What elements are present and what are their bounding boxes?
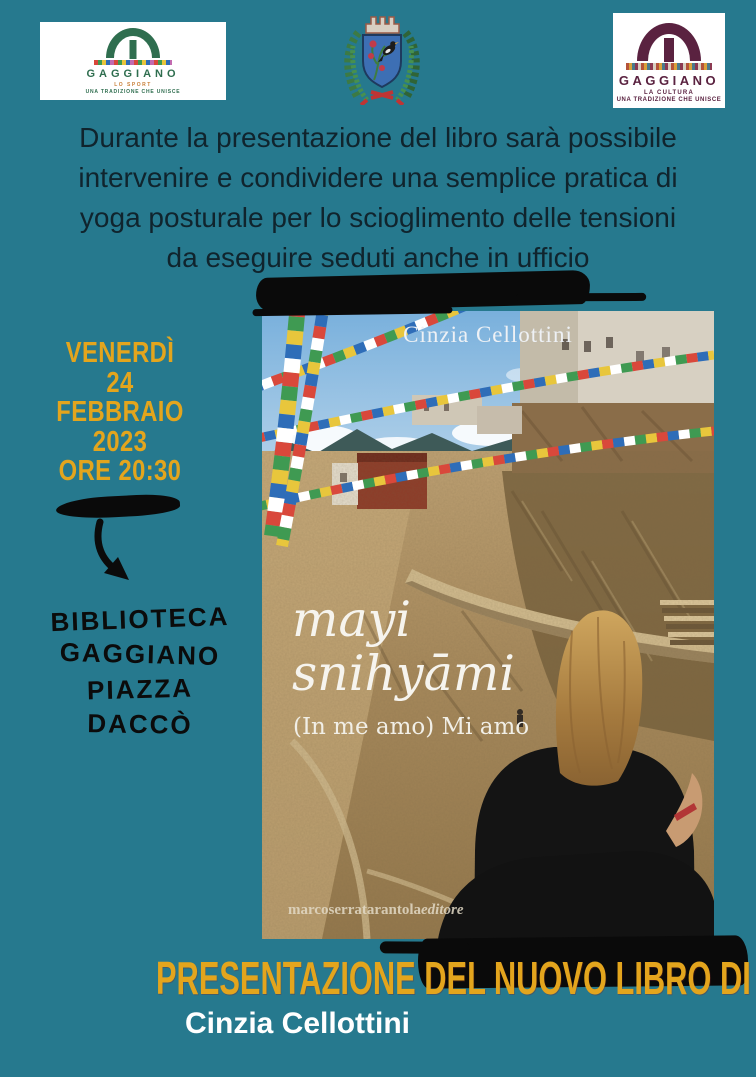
event-date-block [45,339,196,487]
location-line: PIAZZA [86,672,194,706]
event-day: 24 [106,366,134,399]
event-time: ORE 20:30 [58,455,182,487]
footer-heading: PRESENTAZIONE DEL NUOVO LIBRO DI [156,952,751,1004]
book-publisher: marcoserratarantolaeditore [288,902,464,918]
location-line: BIBLIOTECA [50,600,230,638]
gaggiano-sport-logo [40,22,226,100]
location-line: DACCÒ [87,708,193,740]
coat-of-arms-icon [337,8,427,105]
gaggiano-culture-logo [613,13,725,108]
book-subtitle: (In me amo) Mi amo [293,714,530,740]
culture-logo-title: GAGGIANO [618,73,720,88]
footer-author-name: Cinzia Cellottini [185,1007,410,1040]
event-weekday: VENERDÌ [65,337,175,369]
intro-paragraph [0,118,756,278]
brush-stroke [256,270,591,312]
culture-logo-subtitle1: LA CULTURA [644,90,694,96]
curved-arrow-icon [84,518,148,590]
book-title-line: mayi [292,591,412,648]
book-author-name: Cinzia Cellottini [403,322,573,347]
intro-line: yoga posturale per lo scioglimento delle tensioni [79,202,677,233]
culture-logo-subtitle2: UNA TRADIZIONE CHE UNISCE [616,97,722,103]
book-spines-strip-icon [626,63,712,70]
event-month: FEBBRAIO [56,396,184,428]
sport-logo-subtitle2: UNA TRADIZIONE CHE UNISCE [85,89,181,95]
book-title-line: snihyāmi [292,645,515,702]
colorful-figures-strip-icon [94,60,172,65]
location-line: GAGGIANO [59,636,221,672]
arch-books-icon [637,23,701,61]
event-year: 2023 [92,425,148,458]
intro-line: intervenire e condividere una semplice pratica di [78,162,678,193]
location-block [34,602,246,742]
brush-underline [56,493,181,520]
book-cover [262,311,714,939]
intro-line: Durante la presentazione del libro sarà possibile [79,122,677,153]
arch-icon [106,28,160,58]
sport-logo-subtitle1: LO SPORT [114,82,152,88]
sport-logo-title: GAGGIANO [86,68,180,80]
intro-line: da eseguire seduti anche in ufficio [166,242,590,273]
book-title [292,593,515,701]
